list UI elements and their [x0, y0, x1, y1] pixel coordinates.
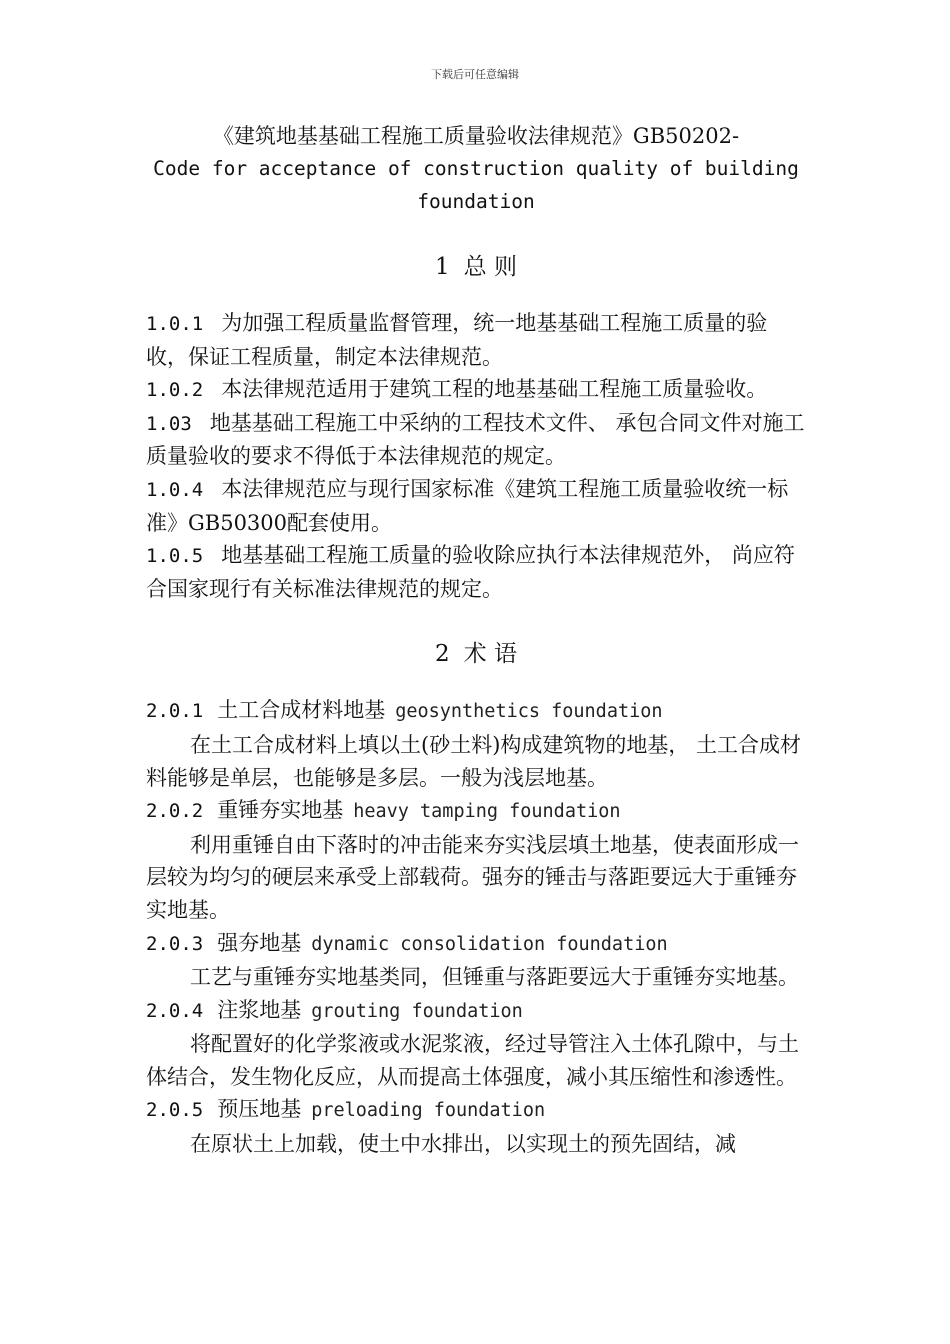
term-cn: 预压地基: [217, 1097, 302, 1122]
clause-number: 1.0.2: [146, 379, 204, 402]
clause-number: 1.0.4: [146, 478, 204, 501]
clause-text: 本法律规范应与现行国家标准《建筑工程施工质量验收统一标准》GB50300配套使用。: [146, 476, 789, 535]
term-cn: 重锤夯实地基: [217, 798, 344, 823]
term-description: 将配置好的化学浆液或水泥浆液，经过导管注入土体孔隙中，与土体结合，发生物化反应，从而提高土体强度，减小其压缩性和渗透性。: [146, 1032, 799, 1089]
clause-text: 地基基础工程施工中采纳的工程技术文件、 承包合同文件对施工质量验收的要求不得低于本法律规范的规定。: [146, 410, 805, 469]
clause-number: 1.03: [146, 412, 192, 435]
term-number: 2.0.2: [146, 800, 204, 823]
term-en: heavy tamping foundation: [353, 801, 621, 823]
term-number: 2.0.4: [146, 999, 204, 1022]
section-1-content: [146, 307, 806, 605]
term-cn: 土工合成材料地基: [217, 698, 386, 723]
clause-number: 1.0.5: [146, 545, 204, 568]
clause: [146, 539, 806, 605]
term-heading: [146, 694, 806, 729]
clause-text: 地基基础工程施工质量的验收除应执行本法律规范外， 尚应符合国家现行有关标准法律规范的规定。: [146, 543, 795, 601]
term-heading: [146, 994, 806, 1029]
term-cn: 强夯地基: [217, 930, 302, 955]
title-english: Code for acceptance of construction quality of building foundation: [153, 157, 799, 213]
clause: [146, 407, 806, 473]
document-body: [146, 120, 806, 1161]
clause-text: 为加强工程质量监督管理，统一地基基础工程施工质量的验收，保证工程质量，制定本法律规范。: [146, 311, 768, 369]
clause: [146, 307, 806, 373]
section-title: 总 则: [463, 254, 517, 280]
term-cn: 注浆地基: [217, 997, 302, 1022]
section-1-heading: [146, 248, 806, 281]
term-description: 工艺与重锤夯实地基类同，但锤重与落距要远大于重锤夯实地基。: [190, 965, 799, 990]
term-number: 2.0.3: [146, 932, 204, 955]
clause: [146, 373, 806, 407]
section-2-heading: [146, 635, 806, 668]
term-number: 2.0.1: [146, 700, 204, 723]
section-number: 1: [435, 254, 450, 280]
term-heading: [146, 927, 806, 962]
term-en: preloading foundation: [311, 1100, 546, 1122]
clause-number: 1.0.1: [146, 313, 204, 335]
term-number: 2.0.5: [146, 1099, 204, 1122]
term-heading: [146, 1093, 806, 1128]
clause: [146, 473, 806, 539]
term-en: grouting foundation: [311, 1000, 523, 1022]
term-heading: [146, 794, 806, 829]
header-note: 下载后可任意编辑: [431, 68, 519, 81]
term-en: geosynthetics foundation: [395, 701, 663, 723]
term-en: dynamic consolidation foundation: [311, 933, 668, 955]
section-title: 术 语: [463, 641, 517, 668]
term-description: 在土工合成材料上填以土(砂土料)构成建筑物的地基， 土工合成材料能够是单层，也能够是多层。一般为浅层地基。: [146, 732, 802, 790]
term-description: 利用重锤自由下落时的冲击能来夯实浅层填土地基，使表面形成一层较为均匀的硬层来承受上部载荷。强夯的锤击与落距要远大于重锤夯实地基。: [146, 832, 799, 922]
section-2-content: [146, 694, 806, 1160]
section-number: 2: [435, 641, 450, 668]
clause-text: 本法律规范适用于建筑工程的地基基础工程施工质量验收。: [221, 377, 768, 402]
term-description: 在原状土上加载，使土中水排出，以实现土的预先固结，减: [190, 1132, 736, 1157]
title-chinese: 《建筑地基基础工程施工质量验收法律规范》GB50202-: [212, 124, 740, 148]
